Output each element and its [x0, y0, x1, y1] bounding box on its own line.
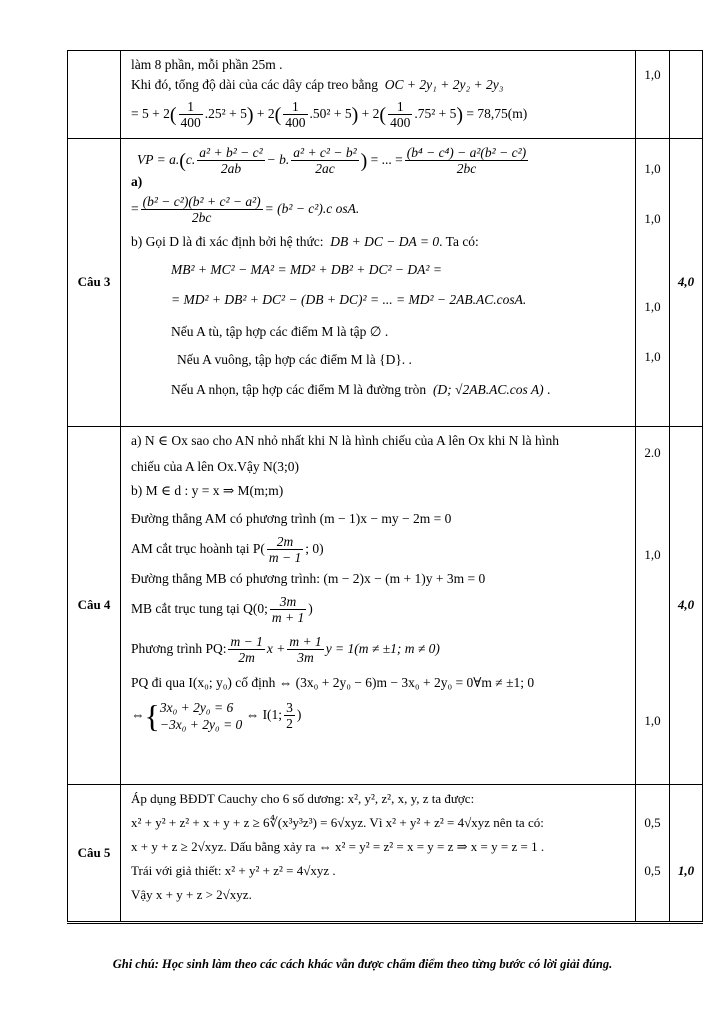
solution-cell	[121, 784, 636, 922]
text-line: Đường thẳng AM có phương trình (m − 1)x − my − 2m = 0	[131, 510, 452, 526]
text-line: Nếu A tù, tập hợp các điểm M là tập ∅ .	[171, 323, 389, 339]
step-score: 1,0	[644, 348, 661, 364]
question-total: 4,0	[670, 426, 703, 784]
step-score: 1,0	[644, 210, 661, 226]
footnote: Ghi chú: Học sinh làm theo các cách khác vẫn được chấm điểm theo từng bước có lời giải đúng.	[112, 957, 613, 971]
question-label: Câu 5	[68, 784, 121, 922]
question-total: 4,0	[670, 138, 703, 426]
part-label: a)	[131, 173, 143, 189]
text-line: Nếu A nhọn, tập hợp các điểm M là đường tròn (D; √2AB.AC.cos A) .	[171, 381, 551, 397]
text-line: b) M ∈ d : y = x ⇒ M(m;m)	[131, 482, 284, 498]
step-score: 1,0	[644, 546, 661, 562]
math-line: = MD² + DB² + DC² − (DB + DC)² = ... = MD² − 2AB.AC.cosA.	[171, 291, 527, 307]
step-score: 0,5	[644, 862, 661, 878]
math-line: MB² + MC² − MA² = MD² + DB² + DC² − DA² =	[171, 261, 442, 277]
text-line: chiếu của A lên Ox.Vậy N(3;0)	[131, 458, 299, 474]
step-score: 2.0	[644, 444, 661, 460]
step-score: 1,0	[644, 712, 661, 728]
score-cell	[636, 784, 670, 922]
score-cell	[636, 426, 670, 784]
math-line: VP = a.(c. $\frac{\text{a² + b² − c²}}{2ab}$ − b. $\frac{\text{a² + c² − b²}}{2ac}$ ) = ... = $\frac{\text{(b⁴ − c⁴) − a²(b² − c²)}}{2bc}$	[137, 145, 527, 177]
step-score: 1,0	[644, 67, 661, 82]
table-row	[68, 426, 703, 784]
solution-cell	[121, 138, 636, 426]
math-line: = $\frac{\text{(b² − c²)(b² + c² − a²)}}{2bc}$ = (b² − c²).c osA.	[131, 194, 360, 226]
math-line: MB cắt trục tung tại Q(0; $\frac{3m}{m + 1}$ )	[131, 594, 313, 626]
step-score: 0,5	[644, 814, 661, 830]
question-label: Câu 4	[68, 426, 121, 784]
table-row	[68, 138, 703, 426]
total-cell	[670, 51, 703, 139]
text-line: Áp dụng BĐDT Cauchy cho 6 số dương: x², y², z², x, y, z ta được:	[131, 790, 475, 806]
grading-table	[67, 50, 703, 924]
text-line: a) N ∈ Ox sao cho AN nhỏ nhất khi N là hình chiếu của A lên Ox khi N là hình	[131, 432, 560, 448]
score-cell	[636, 138, 670, 426]
text-line: Trái với giả thiết: x² + y² + z² = 4√xyz .	[131, 862, 336, 878]
step-score: 1,0	[644, 298, 661, 314]
table-row	[68, 784, 703, 922]
text-line: b) Gọi D là đi xác định bởi hệ thức: DB + DC − DA = 0. Ta có:	[131, 233, 479, 249]
question-label: Câu 3	[68, 138, 121, 426]
math-line: ⇔{ 3x₀ + 2y₀ = 6 −3x₀ + 2y₀ = 0 ⇔ I(1; $\frac{3}{2}$ )	[131, 697, 302, 734]
solution-cell	[121, 51, 636, 139]
solution-cell	[121, 426, 636, 784]
text-line: x² + y² + z² + x + y + z ≥ 6∜(x³y³z³) = 6√xyz. Vì x² + y² + z² = 4√xyz nên ta có:	[131, 814, 544, 830]
step-score: 1,0	[644, 160, 661, 176]
question-label-cell	[68, 51, 121, 139]
score-cell	[636, 51, 670, 139]
math-line: Phương trình PQ: $\frac{m - 1}{2m}$ x + $\frac{m + 1}{3m}$ y = 1(m ≠ ±1; m ≠ 0)	[131, 634, 440, 666]
math-line: AM cắt trục hoành tại P( $\frac{2m}{m - 1}$ ; 0)	[131, 534, 324, 566]
text-line: Khi đó, tổng độ dài của các dây cáp treo bằng	[131, 77, 379, 92]
text-line: Vậy x + y + z > 2√xyz.	[131, 886, 252, 902]
text-line: Nếu A vuông, tập hợp các điểm M là {D}. .	[177, 351, 412, 367]
math-line: = 5 + 2( $\frac{1}{400}$ .25² + 5) + 2( $\frac{1}{400}$ .50² + 5) + 2( $\frac{1}{400}$ .75² + 5) = 78,75(m)	[131, 99, 528, 131]
text-line: x + y + z ≥ 2√xyz. Dấu bằng xảy ra ⇔ x² = y² = z² = x = y = z ⇒ x = y = z = 1 .	[131, 838, 545, 854]
table-row	[68, 51, 703, 139]
text-line: làm 8 phần, mỗi phần 25m .	[131, 57, 283, 72]
text-line: PQ đi qua I(x₀; y₀) cố định ⇔ (3x₀ + 2y₀ − 6)m − 3x₀ + 2y₀ = 0∀m ≠ ±1; 0	[131, 674, 535, 690]
text-line: Đường thẳng MB có phương trình: (m − 2)x − (m + 1)y + 3m = 0	[131, 570, 486, 586]
vector-expr: DB + DC − DA = 0	[330, 233, 440, 249]
math-expr: OC + 2y₁ + 2y₂ + 2y₃	[384, 77, 504, 92]
question-total: 1,0	[670, 784, 703, 922]
